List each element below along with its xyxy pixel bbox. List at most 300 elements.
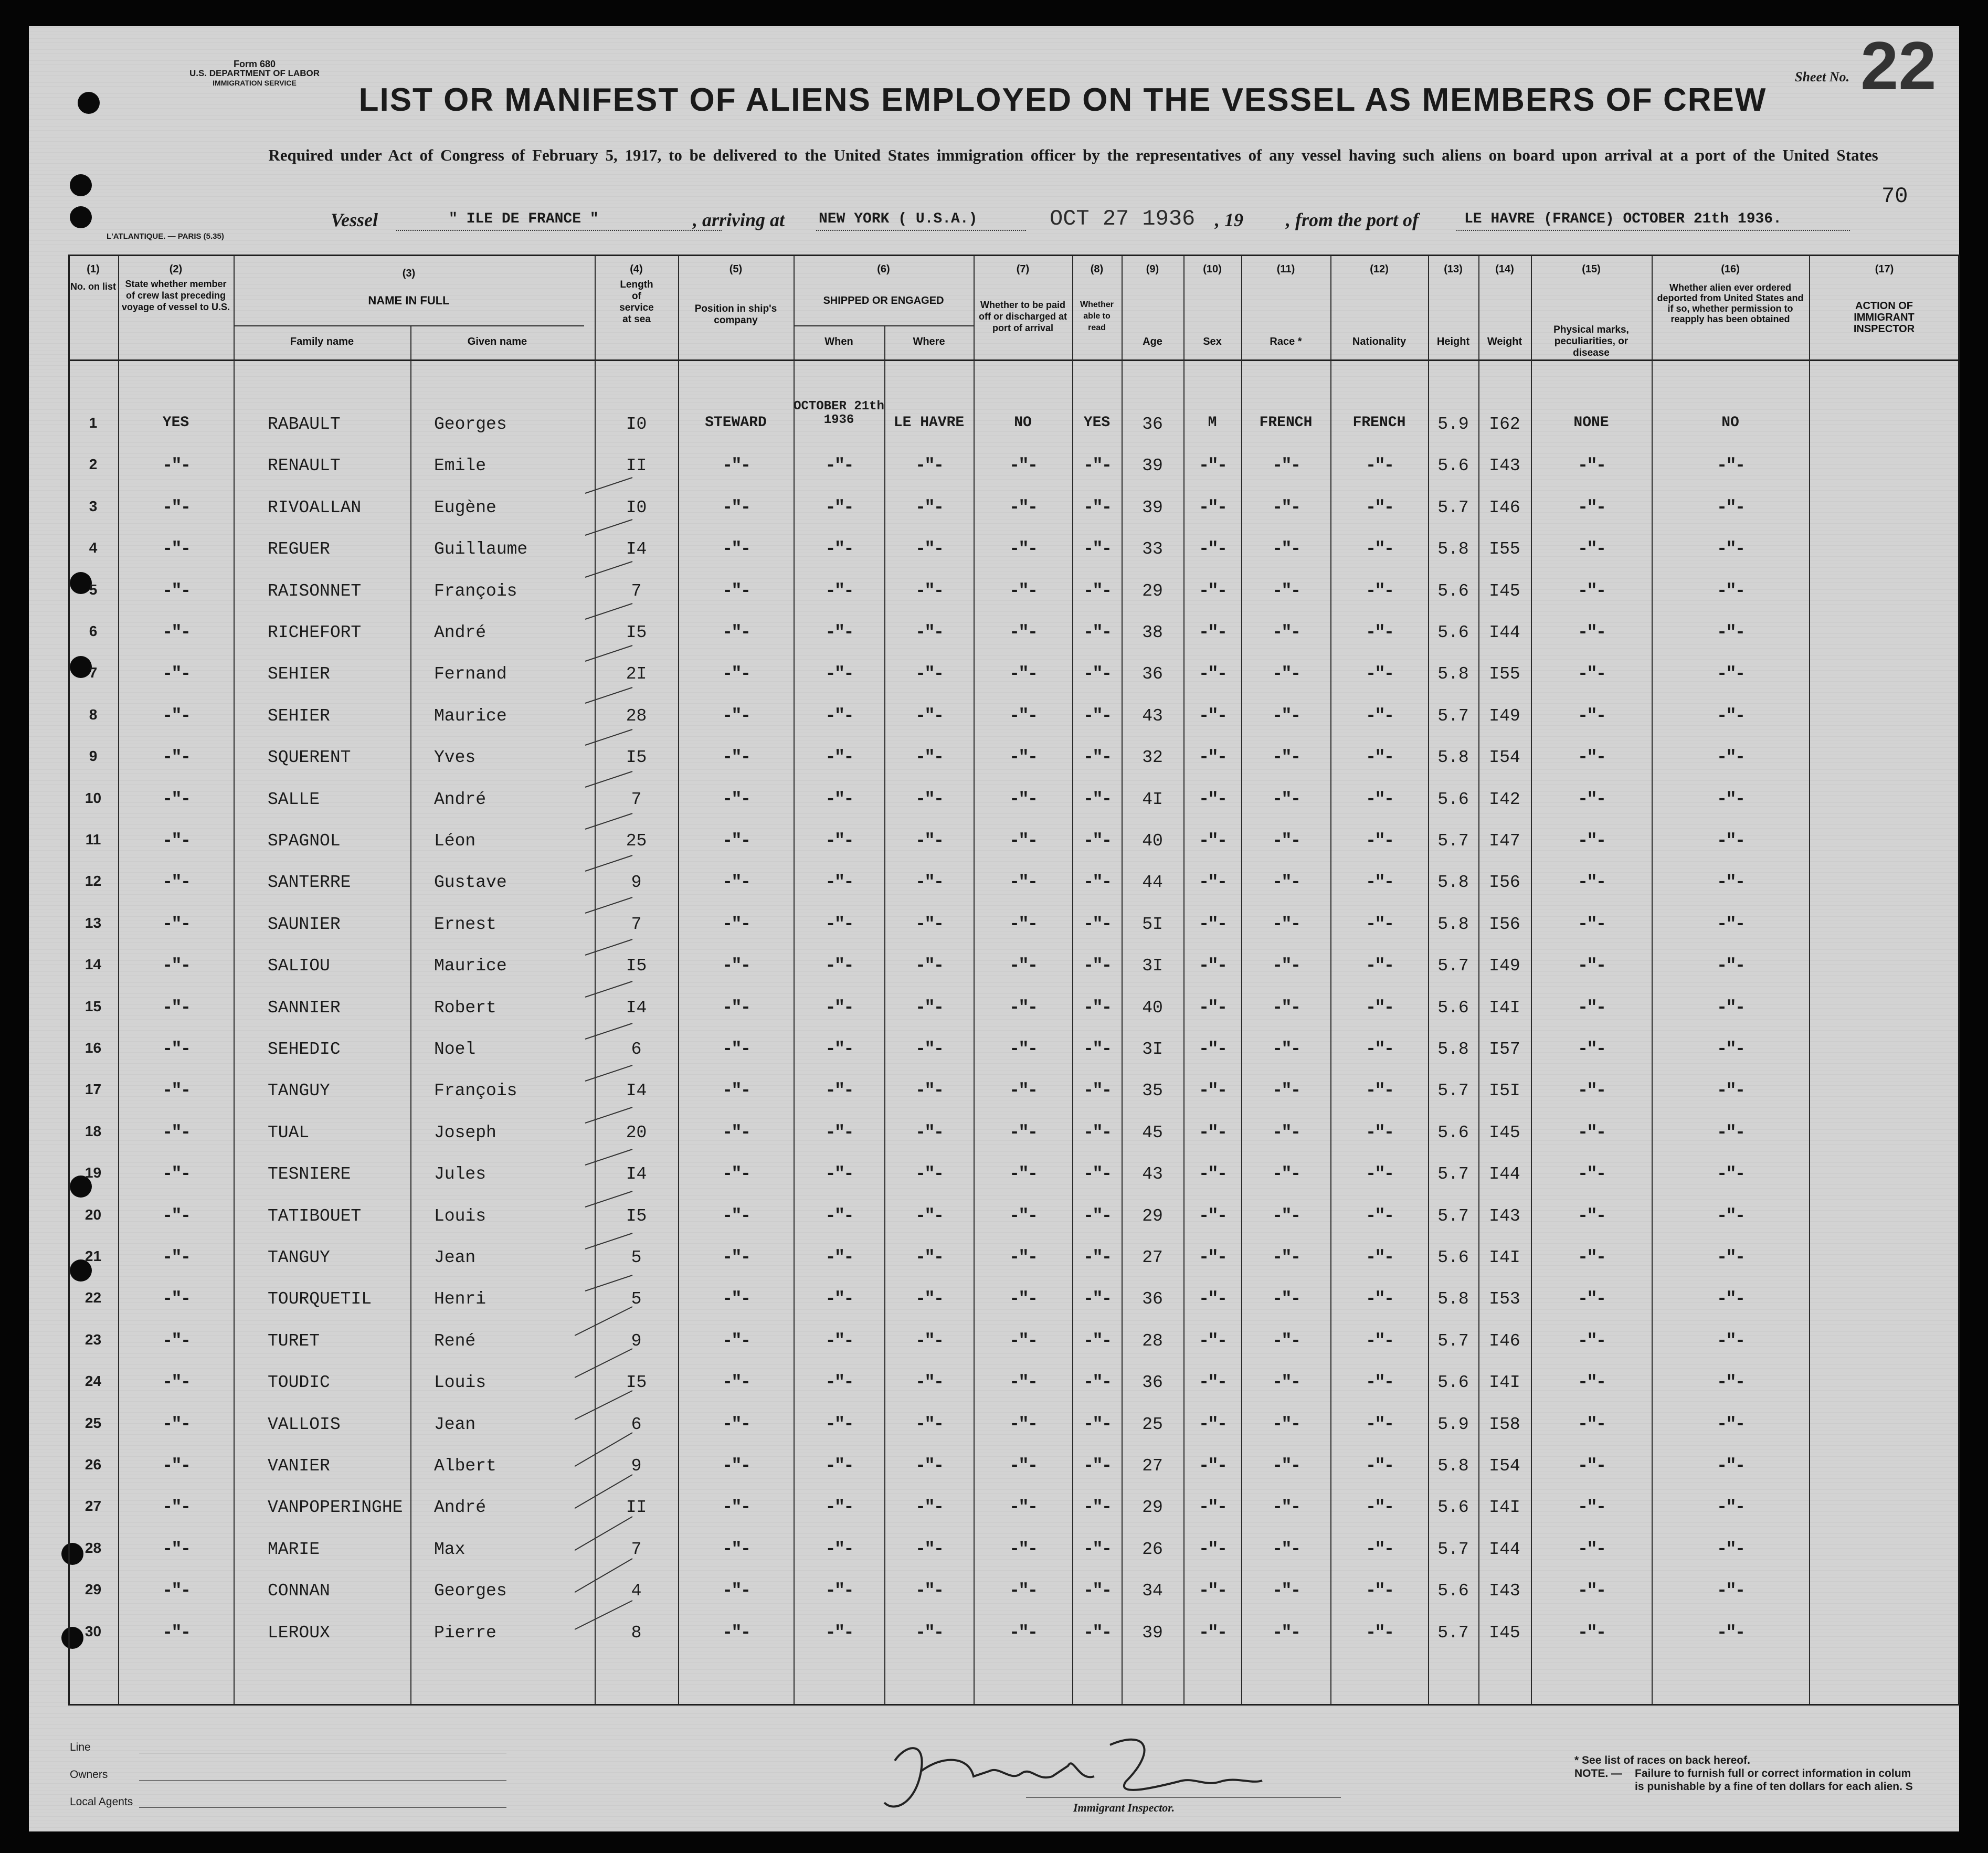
ditto-mark: -"- [1716, 1123, 1744, 1143]
ditto-mark: -"- [1198, 623, 1226, 643]
ditto-mark: -"- [1716, 956, 1744, 976]
ditto-mark: -"- [162, 998, 190, 1018]
ditto-mark: -"- [1577, 915, 1605, 935]
ditto-mark: -"- [1083, 915, 1111, 935]
given-name: Louis [434, 1206, 487, 1226]
col-label-14: Weight [1487, 336, 1522, 347]
ditto-mark: -"- [1716, 1415, 1744, 1435]
weight: I45 [1489, 581, 1520, 601]
col-num-10: (10) [1203, 263, 1222, 275]
height: 5.9 [1437, 415, 1469, 434]
length-of-service: I5 [626, 1373, 647, 1392]
ditto-mark: -"- [1716, 706, 1744, 726]
ditto-mark: -"- [1009, 915, 1037, 935]
ditto-mark: -"- [1272, 1206, 1300, 1226]
ditto-mark: -"- [722, 1206, 750, 1226]
ditto-mark: -"- [1009, 706, 1037, 726]
ditto-mark: -"- [1272, 1498, 1300, 1518]
ditto-mark: -"- [1272, 1040, 1300, 1060]
ditto-mark: -"- [1272, 1623, 1300, 1643]
ditto-mark: -"- [1009, 1415, 1037, 1435]
ditto-mark: -"- [1009, 1498, 1037, 1518]
ditto-mark: -"- [1716, 998, 1744, 1018]
ditto-mark: -"- [1577, 1498, 1605, 1518]
cell-paid: NO [1014, 415, 1032, 431]
ditto-mark: -"- [162, 1456, 190, 1476]
ditto-mark: -"- [162, 1415, 190, 1435]
ditto-mark: -"- [825, 1164, 853, 1184]
col-num-7: (7) [1016, 263, 1030, 275]
height: 5.6 [1437, 1248, 1469, 1267]
ditto-mark: -"- [1577, 748, 1605, 768]
ditto-mark: -"- [1198, 1373, 1226, 1393]
ditto-mark: -"- [1009, 1040, 1037, 1060]
ditto-mark: -"- [915, 1623, 943, 1643]
footer-agents-label: Local Agents [70, 1796, 133, 1808]
ditto-mark: -"- [722, 1123, 750, 1143]
length-of-service: 2I [626, 664, 647, 684]
footer-line-label: Line [70, 1741, 91, 1753]
ditto-mark: -"- [162, 1040, 190, 1060]
ditto-mark: -"- [915, 1164, 943, 1184]
ditto-mark: -"- [825, 1040, 853, 1060]
shipped-date: OCTOBER 21th 1936 [794, 399, 884, 427]
age: 40 [1142, 831, 1163, 851]
col-sub-family: Family name [290, 336, 354, 347]
row-number: 6 [89, 623, 98, 639]
ditto-mark: -"- [722, 831, 750, 851]
ditto-mark: -"- [1198, 456, 1226, 476]
ditto-mark: -"- [162, 1331, 190, 1351]
age: 29 [1142, 1206, 1163, 1226]
col-num-5: (5) [729, 263, 743, 275]
col-num-3: (3) [402, 268, 416, 279]
given-name: Eugène [434, 498, 496, 517]
ditto-mark: -"- [915, 956, 943, 976]
ditto-mark: -"- [722, 456, 750, 476]
ditto-mark: -"- [1009, 1164, 1037, 1184]
row-number: 8 [89, 706, 98, 723]
ditto-mark: -"- [1365, 664, 1393, 684]
note-label: NOTE. — [1574, 1767, 1623, 1780]
row-number: 7 [89, 664, 98, 681]
family-name: RENAULT [268, 456, 341, 475]
weight: I43 [1489, 1581, 1520, 1601]
ditto-mark: -"- [722, 664, 750, 684]
col-num-8: (8) [1090, 263, 1104, 275]
height: 5.7 [1437, 1623, 1469, 1643]
ditto-mark: -"- [1365, 1456, 1393, 1476]
ditto-mark: -"- [162, 498, 190, 518]
height: 5.8 [1437, 1040, 1469, 1059]
col-label-2: State whether member of crew last preceding voyage of vessel to U.S. [121, 279, 230, 312]
length-of-service: 9 [631, 1331, 642, 1351]
ditto-mark: -"- [1083, 1373, 1111, 1393]
length-of-service: 20 [626, 1123, 647, 1142]
weight: I45 [1489, 1123, 1520, 1142]
age: 44 [1142, 873, 1163, 892]
row-number: 12 [84, 873, 102, 889]
weight: I55 [1489, 539, 1520, 559]
row-number: 25 [84, 1415, 102, 1431]
ditto-mark: -"- [1365, 1623, 1393, 1643]
given-name: Joseph [434, 1123, 496, 1142]
ditto-mark: -"- [1365, 1206, 1393, 1226]
given-name: Pierre [434, 1623, 496, 1643]
row-number: 16 [84, 1040, 102, 1056]
age: 4I [1142, 790, 1163, 809]
ditto-mark: -"- [915, 748, 943, 768]
height: 5.6 [1437, 1581, 1469, 1601]
ditto-mark: -"- [722, 1581, 750, 1601]
ditto-mark: -"- [722, 1289, 750, 1309]
height: 5.6 [1437, 1498, 1469, 1517]
ditto-mark: -"- [722, 915, 750, 935]
ditto-mark: -"- [915, 456, 943, 476]
ditto-mark: -"- [722, 748, 750, 768]
given-name: Ernest [434, 915, 496, 934]
ditto-mark: -"- [1577, 1373, 1605, 1393]
weight: I57 [1489, 1040, 1520, 1059]
ditto-mark: -"- [1716, 1081, 1744, 1101]
header-divider [68, 359, 1960, 361]
ditto-mark: -"- [1577, 456, 1605, 476]
ditto-mark: -"- [1577, 1456, 1605, 1476]
cell-nat: FRENCH [1352, 415, 1406, 431]
age: 3I [1142, 956, 1163, 976]
col-num-6: (6) [877, 263, 890, 275]
height: 5.9 [1437, 1415, 1469, 1434]
ditto-mark: -"- [915, 1581, 943, 1601]
age: 26 [1142, 1540, 1163, 1559]
family-name: SPAGNOL [268, 831, 341, 851]
ditto-mark: -"- [1198, 831, 1226, 851]
ditto-mark: -"- [722, 1373, 750, 1393]
length-of-service: 7 [631, 1540, 642, 1559]
shipped-subheader-rule [794, 325, 974, 326]
ditto-mark: -"- [915, 1415, 943, 1435]
given-name: Louis [434, 1373, 487, 1392]
height: 5.7 [1437, 706, 1469, 726]
row-number: 3 [89, 498, 98, 514]
ditto-mark: -"- [825, 1248, 853, 1268]
length-of-service: II [626, 456, 647, 475]
col-label-13: Height [1436, 336, 1470, 347]
ditto-mark: -"- [1716, 1373, 1744, 1393]
row-number: 17 [84, 1081, 102, 1097]
ditto-mark: -"- [162, 706, 190, 726]
length-of-service: I5 [626, 956, 647, 976]
ditto-mark: -"- [825, 873, 853, 893]
ditto-mark: -"- [1716, 1456, 1744, 1476]
given-name: René [434, 1331, 476, 1351]
ditto-mark: -"- [1365, 1040, 1393, 1060]
ditto-mark: -"- [1272, 1456, 1300, 1476]
age: 36 [1142, 1373, 1163, 1392]
ditto-mark: -"- [1716, 498, 1744, 518]
given-name: Jean [434, 1415, 476, 1434]
ditto-mark: -"- [722, 790, 750, 810]
height: 5.7 [1437, 1331, 1469, 1351]
ditto-mark: -"- [915, 664, 943, 684]
height: 5.7 [1437, 498, 1469, 517]
family-name: VALLOIS [268, 1415, 341, 1434]
family-name: RIVOALLAN [268, 498, 362, 517]
length-of-service: I5 [626, 748, 647, 767]
row-number: 13 [84, 915, 102, 931]
ditto-mark: -"- [1716, 915, 1744, 935]
age: 39 [1142, 1623, 1163, 1643]
ditto-mark: -"- [1009, 498, 1037, 518]
footer-agents-rule [139, 1807, 506, 1808]
ditto-mark: -"- [1577, 1040, 1605, 1060]
row-number: 27 [84, 1498, 102, 1514]
footer-owners-label: Owners [70, 1769, 108, 1781]
row-number: 5 [89, 581, 98, 598]
given-name: André [434, 623, 487, 642]
ditto-mark: -"- [825, 790, 853, 810]
height: 5.6 [1437, 1373, 1469, 1392]
ditto-mark: -"- [1198, 664, 1226, 684]
row-number: 26 [84, 1456, 102, 1473]
ditto-mark: -"- [1365, 1081, 1393, 1101]
family-name: TUAL [268, 1123, 310, 1142]
weight: I56 [1489, 873, 1520, 892]
length-of-service: I0 [626, 498, 647, 517]
given-name: Guillaume [434, 539, 528, 559]
col-num-13: (13) [1444, 263, 1463, 275]
ditto-mark: -"- [1083, 623, 1111, 643]
col-label-5: Position in ship's company [694, 303, 777, 326]
height: 5.6 [1437, 1123, 1469, 1142]
ditto-mark: -"- [1272, 831, 1300, 851]
ditto-mark: -"- [1272, 1415, 1300, 1435]
page-title: LIST OR MANIFEST OF ALIENS EMPLOYED ON THE VESSEL AS MEMBERS OF CREW [358, 82, 1767, 118]
length-of-service: 7 [631, 915, 642, 934]
family-name: RAISONNET [268, 581, 362, 601]
ditto-mark: -"- [162, 748, 190, 768]
ditto-mark: -"- [915, 581, 943, 601]
ditto-mark: -"- [915, 1081, 943, 1101]
row-number: 20 [84, 1206, 102, 1223]
ditto-mark: -"- [162, 581, 190, 601]
ditto-mark: -"- [1083, 1081, 1111, 1101]
from-label: , from the port of [1286, 209, 1419, 230]
ditto-mark: -"- [1365, 1331, 1393, 1351]
age: 36 [1142, 415, 1163, 434]
ditto-mark: -"- [1577, 1289, 1605, 1309]
ditto-mark: -"- [825, 748, 853, 768]
col-label-16: Whether alien ever ordered deported from United States and if so, whether permission to reapply has been obtained [1657, 282, 1804, 324]
ditto-mark: -"- [1716, 1498, 1744, 1518]
ditto-mark: -"- [1198, 1581, 1226, 1601]
ditto-mark: -"- [1365, 956, 1393, 976]
height: 5.8 [1437, 748, 1469, 767]
weight: I54 [1489, 748, 1520, 767]
ditto-mark: -"- [825, 1581, 853, 1601]
punch-hole [70, 206, 92, 228]
ditto-mark: -"- [1716, 623, 1744, 643]
ditto-mark: -"- [1577, 1081, 1605, 1101]
ditto-mark: -"- [1577, 1540, 1605, 1560]
column-rule [1809, 256, 1810, 1704]
family-name: SAUNIER [268, 915, 341, 934]
ditto-mark: -"- [1009, 539, 1037, 559]
row-number: 10 [84, 790, 102, 806]
arriving-underline [816, 230, 1026, 231]
ditto-mark: -"- [162, 1123, 190, 1143]
family-name: SALLE [268, 790, 320, 809]
ditto-mark: -"- [1577, 539, 1605, 559]
ditto-mark: -"- [1198, 748, 1226, 768]
ditto-mark: -"- [1365, 873, 1393, 893]
length-of-service: II [626, 1498, 647, 1517]
ditto-mark: -"- [825, 623, 853, 643]
ditto-mark: -"- [1577, 831, 1605, 851]
ditto-mark: -"- [915, 1373, 943, 1393]
ditto-mark: -"- [1716, 790, 1744, 810]
ditto-mark: -"- [162, 664, 190, 684]
ditto-mark: -"- [722, 956, 750, 976]
ditto-mark: -"- [825, 956, 853, 976]
age: 45 [1142, 1123, 1163, 1142]
ditto-mark: -"- [1716, 539, 1744, 559]
family-name: LEROUX [268, 1623, 330, 1643]
ditto-mark: -"- [162, 1081, 190, 1101]
ditto-mark: -"- [825, 1206, 853, 1226]
col-num-17: (17) [1875, 263, 1894, 275]
ditto-mark: -"- [1365, 1498, 1393, 1518]
weight: I44 [1489, 623, 1520, 642]
ditto-mark: -"- [915, 1456, 943, 1476]
weight: I44 [1489, 1164, 1520, 1184]
ditto-mark: -"- [1365, 790, 1393, 810]
ditto-mark: -"- [1198, 1123, 1226, 1143]
ditto-mark: -"- [1009, 998, 1037, 1018]
ditto-mark: -"- [825, 1289, 853, 1309]
cell-race: FRENCH [1259, 415, 1313, 431]
ditto-mark: -"- [1009, 1581, 1037, 1601]
department-name: U.S. DEPARTMENT OF LABOR [189, 68, 320, 78]
ditto-mark: -"- [915, 873, 943, 893]
family-name: TATIBOUET [268, 1206, 362, 1226]
ditto-mark: -"- [1272, 664, 1300, 684]
ditto-mark: -"- [1009, 1248, 1037, 1268]
cell-dep: NO [1721, 415, 1739, 431]
ditto-mark: -"- [825, 1415, 853, 1435]
ditto-mark: -"- [1272, 873, 1300, 893]
length-of-service: 4 [631, 1581, 642, 1601]
ditto-mark: -"- [162, 1540, 190, 1560]
row-number: 15 [84, 998, 102, 1014]
cell-where: LE HAVRE [893, 415, 965, 431]
given-name: Georges [434, 1581, 507, 1601]
ditto-mark: -"- [1009, 831, 1037, 851]
ditto-mark: -"- [1716, 1623, 1744, 1643]
ditto-mark: -"- [1272, 706, 1300, 726]
ditto-mark: -"- [1577, 581, 1605, 601]
ditto-mark: -"- [1009, 1331, 1037, 1351]
form-number: Form 680 [233, 59, 276, 69]
ditto-mark: -"- [825, 581, 853, 601]
ditto-mark: -"- [722, 1248, 750, 1268]
ditto-mark: -"- [1083, 1540, 1111, 1560]
ditto-mark: -"- [825, 1498, 853, 1518]
length-of-service: 9 [631, 1456, 642, 1476]
row-number: 11 [85, 831, 101, 848]
ditto-mark: -"- [722, 1164, 750, 1184]
height: 5.7 [1437, 1540, 1469, 1559]
height: 5.6 [1437, 623, 1469, 642]
ditto-mark: -"- [1272, 498, 1300, 518]
ditto-mark: -"- [162, 915, 190, 935]
ditto-mark: -"- [1365, 748, 1393, 768]
given-name: Emile [434, 456, 487, 475]
ditto-mark: -"- [1577, 1623, 1605, 1643]
arriving-label: , arriving at [693, 209, 785, 230]
ditto-mark: -"- [825, 915, 853, 935]
height: 5.7 [1437, 1206, 1469, 1226]
row-number: 1 [89, 415, 98, 431]
ditto-mark: -"- [1272, 623, 1300, 643]
ditto-mark: -"- [162, 956, 190, 976]
family-name: MARIE [268, 1540, 320, 1559]
ditto-mark: -"- [1083, 1415, 1111, 1435]
ditto-mark: -"- [1009, 1289, 1037, 1309]
ditto-mark: -"- [825, 998, 853, 1018]
row-number: 29 [84, 1581, 102, 1597]
ditto-mark: -"- [915, 539, 943, 559]
ditto-mark: -"- [1083, 539, 1111, 559]
vessel-name: " ILE DE FRANCE " [449, 211, 599, 227]
column-rule [234, 256, 235, 1704]
ditto-mark: -"- [1272, 915, 1300, 935]
row-number: 22 [84, 1289, 102, 1306]
pen-stroke-marks [575, 457, 648, 1664]
ditto-mark: -"- [825, 1456, 853, 1476]
ditto-mark: -"- [1577, 956, 1605, 976]
length-of-service: I4 [626, 539, 647, 559]
ditto-mark: -"- [915, 915, 943, 935]
length-of-service: I4 [626, 998, 647, 1018]
age: 27 [1142, 1248, 1163, 1267]
given-name: Robert [434, 998, 496, 1018]
arriving-port: NEW YORK ( U.S.A.) [819, 211, 978, 227]
given-name: François [434, 581, 517, 601]
ditto-mark: -"- [1365, 1581, 1393, 1601]
row-number: 9 [89, 748, 98, 764]
ditto-mark: -"- [722, 498, 750, 518]
col-num-9: (9) [1146, 263, 1159, 275]
height: 5.8 [1437, 873, 1469, 892]
age: 36 [1142, 664, 1163, 684]
inspector-rule [1026, 1797, 1341, 1798]
ditto-mark: -"- [1009, 1206, 1037, 1226]
ditto-mark: -"- [162, 456, 190, 476]
row-number: 28 [84, 1540, 102, 1556]
ditto-mark: -"- [1272, 539, 1300, 559]
ditto-mark: -"- [1083, 1040, 1111, 1060]
ditto-mark: -"- [1365, 1540, 1393, 1560]
ditto-mark: -"- [915, 1540, 943, 1560]
ditto-mark: -"- [1198, 1248, 1226, 1268]
ditto-mark: -"- [1716, 1581, 1744, 1601]
ditto-mark: -"- [722, 1623, 750, 1643]
ditto-mark: -"- [162, 1373, 190, 1393]
ditto-mark: -"- [1365, 831, 1393, 851]
ditto-mark: -"- [1083, 873, 1111, 893]
col-num-14: (14) [1495, 263, 1514, 275]
